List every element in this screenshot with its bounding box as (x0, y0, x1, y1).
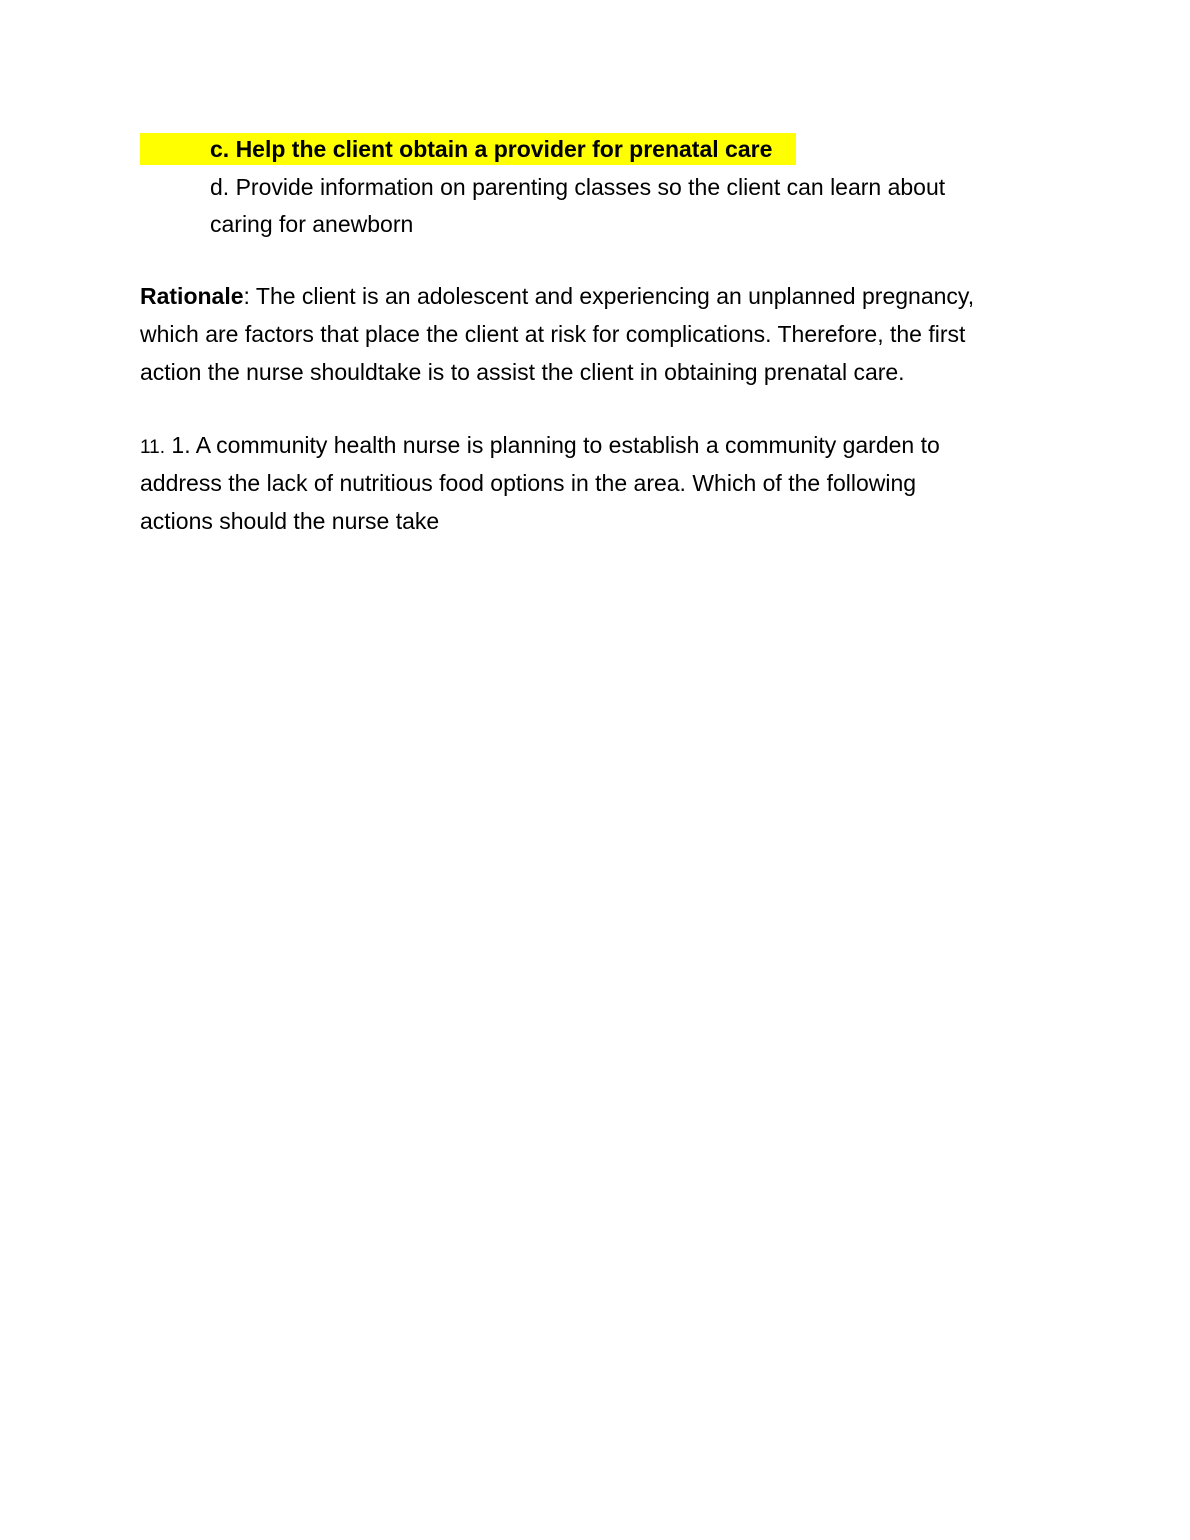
rationale-line-3: action the nurse shouldtake is to assist the client in obtaining prenatal care. (140, 359, 905, 385)
question-line-3: actions should the nurse take (140, 508, 440, 534)
question-line-1-text: 1. A community health nurse is planning to establish a community garden to (165, 432, 940, 458)
question-number: 11. (140, 437, 166, 458)
rationale-label: Rationale (140, 283, 244, 309)
rationale-line-1-text: : The client is an adolescent and experiencing an unplanned pregnancy, (243, 283, 975, 309)
question-line-2: address the lack of nutritious food options in the area. Which of the following (140, 470, 917, 496)
rationale-line-1 (140, 277, 974, 315)
rationale-line-2: which are factors that place the client at risk for complications. Therefore, the first (140, 321, 966, 347)
option-c-correct-answer: c. Help the client obtain a provider for prenatal care (210, 136, 773, 162)
option-d-line-1: d. Provide information on parenting classes so the client can learn about (210, 174, 946, 200)
question-line-1 (140, 426, 940, 467)
option-d-line-2: caring for anewborn (210, 211, 414, 237)
